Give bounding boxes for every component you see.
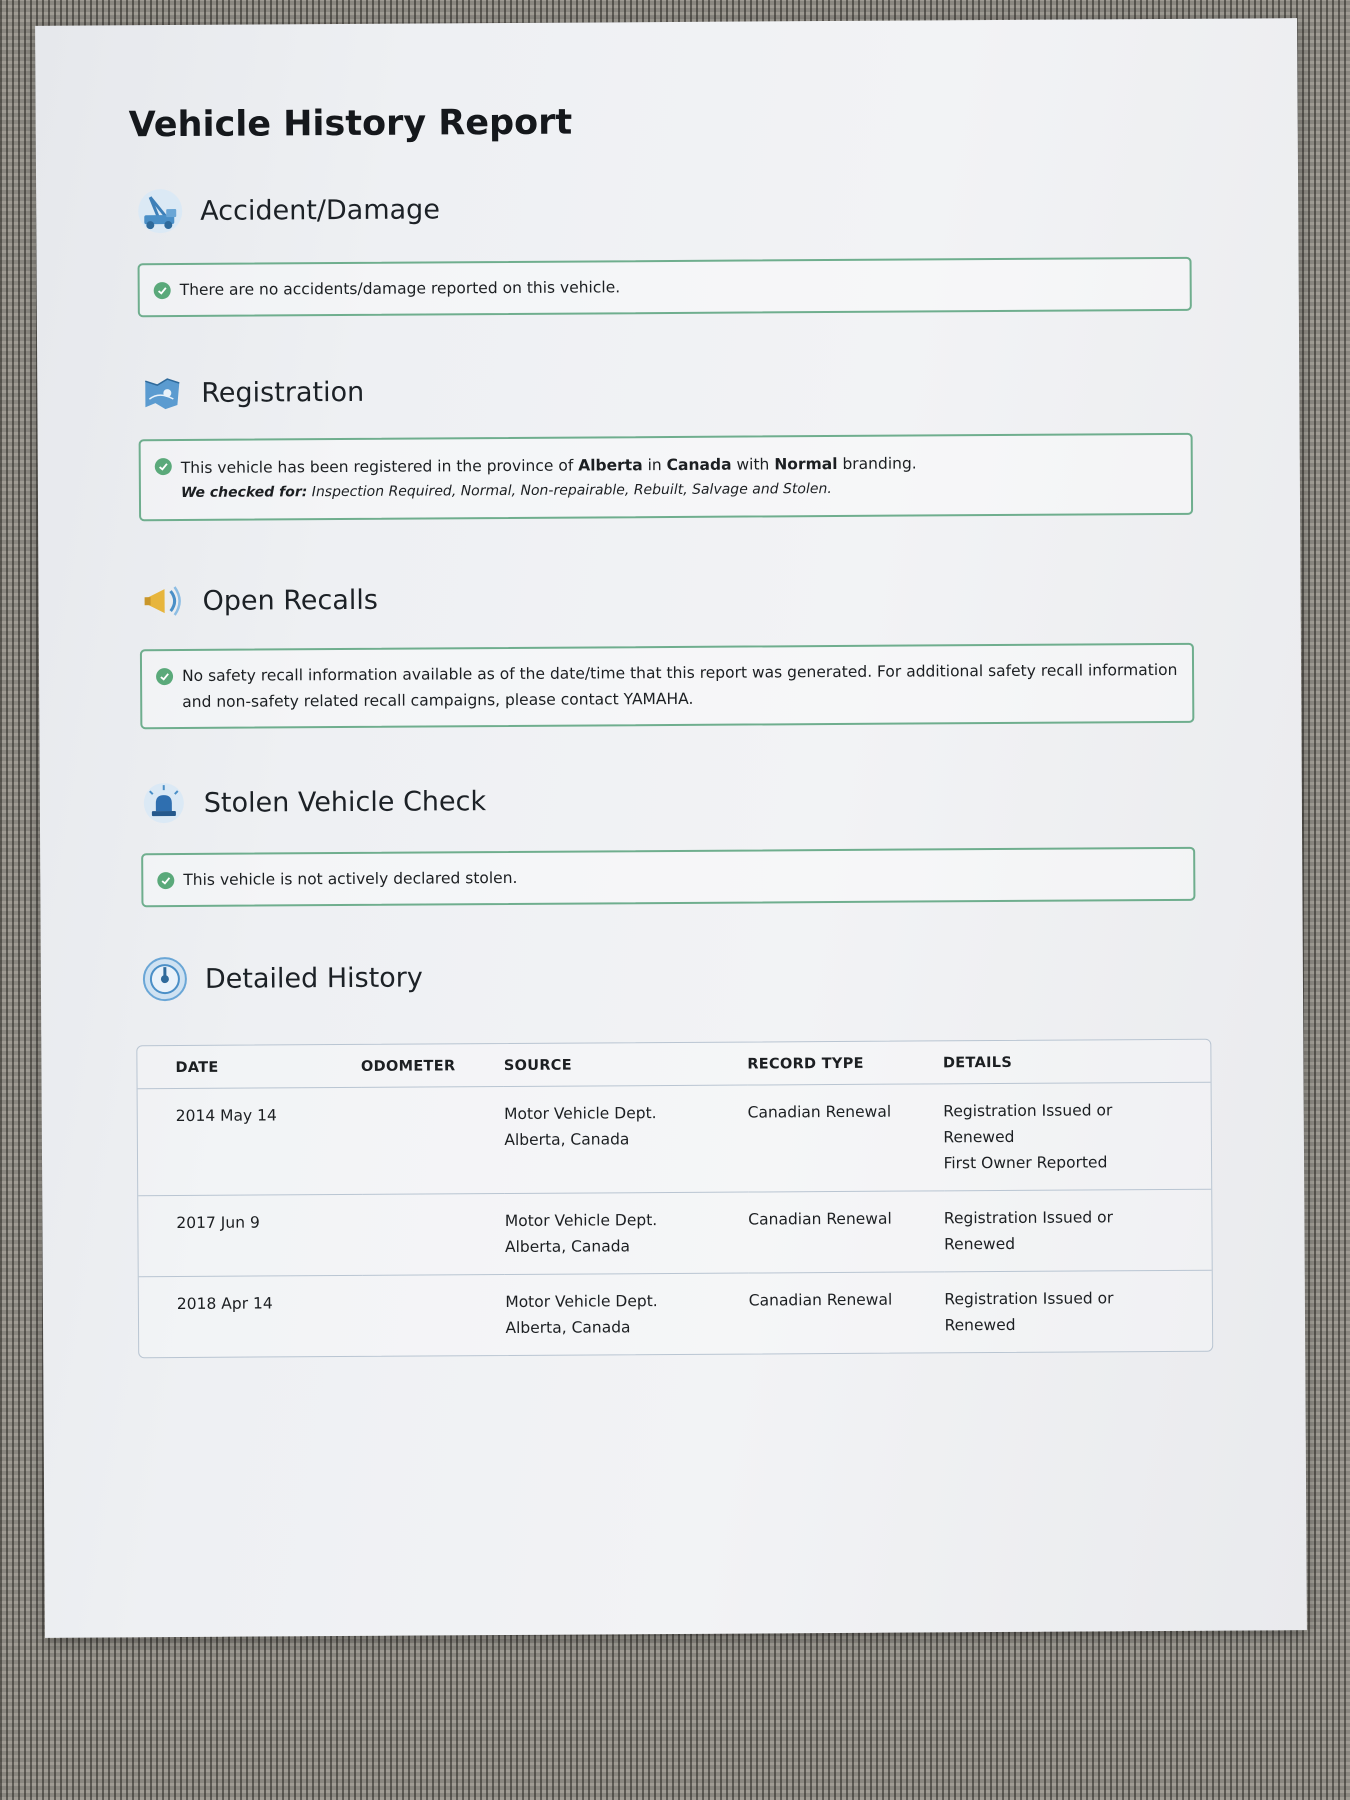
cell-record-type: Canadian Renewal (748, 1290, 893, 1310)
cell-source (505, 1274, 749, 1355)
registration-province: Alberta (578, 456, 643, 475)
siren-icon (140, 779, 188, 827)
registration-word-in: in (647, 456, 662, 475)
accident-notice (138, 257, 1192, 317)
history-section-header (141, 950, 423, 1008)
table-row (139, 1271, 1212, 1358)
check-icon (155, 458, 172, 475)
recalls-notice (140, 643, 1194, 729)
details-line: Renewed (944, 1315, 1016, 1335)
check-icon (157, 872, 174, 889)
recalls-message: No safety recall information available as of the date/time that this report was generated. For additional safety recall information and non-safety related recall campaigns, please contact YAMAHA. (182, 660, 1178, 711)
cell-date: 2018 Apr 14 (176, 1294, 273, 1314)
details-line: Registration Issued or (944, 1289, 1114, 1309)
source-line: Motor Vehicle Dept. (504, 1104, 657, 1124)
stolen-notice (141, 847, 1195, 907)
column-header-odometer: ODOMETER (361, 1044, 504, 1088)
recalls-section-title: Open Recalls (202, 584, 379, 617)
cell-details (943, 1083, 1211, 1192)
source-line: Alberta, Canada (504, 1130, 630, 1150)
table-row (138, 1083, 1212, 1197)
source-line: Alberta, Canada (505, 1318, 631, 1338)
details-line: Renewed (943, 1234, 1016, 1254)
megaphone-icon (138, 577, 186, 625)
check-icon (154, 282, 171, 299)
stolen-section-title: Stolen Vehicle Check (203, 785, 487, 819)
registration-country: Canada (666, 455, 732, 475)
province-map-icon (137, 369, 185, 417)
history-table-header-row (137, 1040, 1210, 1090)
registration-message-prefix: This vehicle has been registered in the province of (180, 456, 574, 477)
cell-record-type: Canadian Renewal (747, 1084, 943, 1192)
registration-branding: Normal (774, 454, 838, 474)
cell-odometer (362, 1275, 505, 1356)
accident-section-title: Accident/Damage (200, 193, 440, 227)
checked-for-label: We checked for: (180, 484, 308, 501)
cell-date: 2014 May 14 (138, 1088, 362, 1196)
registration-section-title: Registration (201, 376, 365, 409)
registration-message-suffix: branding. (842, 454, 917, 473)
details-line: Registration Issued or (943, 1208, 1114, 1228)
source-line: Motor Vehicle Dept. (505, 1292, 658, 1312)
details-line: Renewed (943, 1127, 1015, 1147)
cell-odometer (362, 1194, 505, 1276)
column-header-record-type: RECORD TYPE (747, 1041, 943, 1085)
odometer-gauge-icon (141, 955, 189, 1003)
checked-for-list: Inspection Required, Normal, Non-repairable, Rebuilt, Salvage and Stolen. (311, 481, 832, 501)
registration-notice (139, 433, 1193, 521)
history-section-title: Detailed History (204, 962, 423, 995)
registration-word-with: with (736, 455, 770, 474)
cell-details (944, 1190, 1212, 1273)
accident-message: There are no accidents/damage reported on this vehicle. (179, 278, 621, 299)
column-header-source: SOURCE (504, 1043, 748, 1087)
accident-section-header (136, 181, 440, 239)
history-table (136, 1039, 1213, 1359)
source-line: Motor Vehicle Dept. (504, 1211, 658, 1231)
column-header-date: DATE (137, 1045, 361, 1089)
details-line: First Owner Reported (943, 1153, 1108, 1173)
tow-truck-icon (136, 187, 184, 235)
registration-checked-for (181, 475, 1177, 505)
cell-record-type: Canadian Renewal (748, 1191, 944, 1273)
registration-section-header (137, 364, 364, 421)
page-title: Vehicle History Report (128, 102, 573, 146)
column-header-details: DETAILS (943, 1040, 1211, 1085)
cell-source (504, 1086, 748, 1194)
details-line: Registration Issued or (943, 1101, 1113, 1121)
stolen-message: This vehicle is not actively declared stolen. (183, 868, 518, 889)
cell-details (944, 1271, 1212, 1353)
table-row (138, 1190, 1211, 1278)
cell-odometer (361, 1087, 504, 1195)
recalls-section-header (138, 572, 378, 629)
cell-date: 2017 Jun 9 (138, 1195, 362, 1277)
source-line: Alberta, Canada (504, 1237, 631, 1257)
report-paper (35, 18, 1307, 1638)
stolen-section-header (140, 773, 487, 831)
check-icon (156, 668, 173, 685)
cell-source (505, 1193, 749, 1275)
